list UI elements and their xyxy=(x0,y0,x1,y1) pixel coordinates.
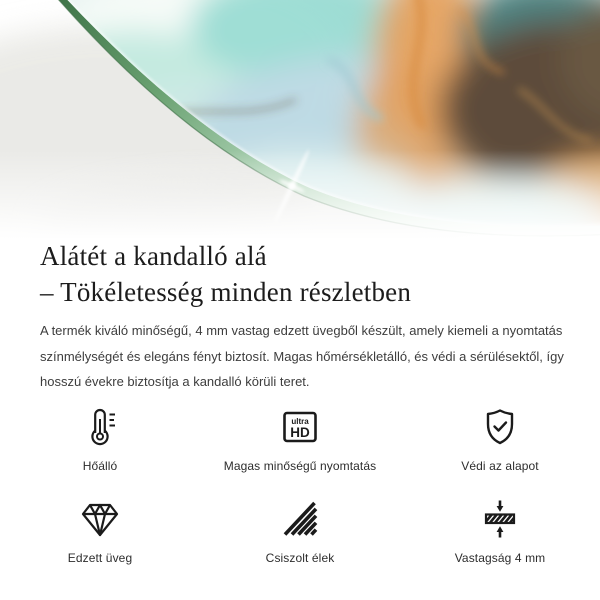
ultra-hd-icon xyxy=(278,403,322,451)
product-description-section xyxy=(0,238,600,565)
svg-text:HD: HD xyxy=(290,424,310,440)
feature-protects-base xyxy=(400,403,600,473)
polished-edge-icon xyxy=(278,495,322,543)
feature-polished-edges xyxy=(200,495,400,565)
feature-label: Magas minőségű nyomtatás xyxy=(223,458,377,473)
page-title-line2: – Tökéletesség minden részletben xyxy=(40,277,412,307)
feature-grid xyxy=(0,403,600,565)
page-title xyxy=(40,238,560,310)
svg-text:ultra: ultra xyxy=(291,416,309,426)
feature-heat-resistant xyxy=(0,403,200,473)
product-description-text: A termék kiváló minőségű, 4 mm vastag edzett üvegből készült, amely kiemeli a nyomtatás színmélységét és elegáns fényt biztosít. Magas hőmérsékletálló, és védi a sérülésektől, így hosszú évekre biztosítja a kandalló körüli teret. xyxy=(40,323,564,389)
feature-print-quality xyxy=(200,403,400,473)
glass-pad-illustration xyxy=(0,0,600,238)
feature-label: Védi az alapot xyxy=(461,458,539,473)
feature-label: Hőálló xyxy=(82,458,118,473)
thermometer-icon xyxy=(78,403,122,451)
shield-check-icon xyxy=(478,403,522,451)
thickness-icon xyxy=(478,495,522,543)
feature-tempered-glass xyxy=(0,495,200,565)
feature-label: Edzett üveg xyxy=(67,550,133,565)
product-image xyxy=(0,0,600,238)
feature-label: Vastagság 4 mm xyxy=(454,550,546,565)
page-title-line1: Alátét a kandalló alá xyxy=(40,241,267,271)
diamond-icon xyxy=(78,495,122,543)
feature-label: Csiszolt élek xyxy=(265,550,335,565)
feature-thickness xyxy=(400,495,600,565)
